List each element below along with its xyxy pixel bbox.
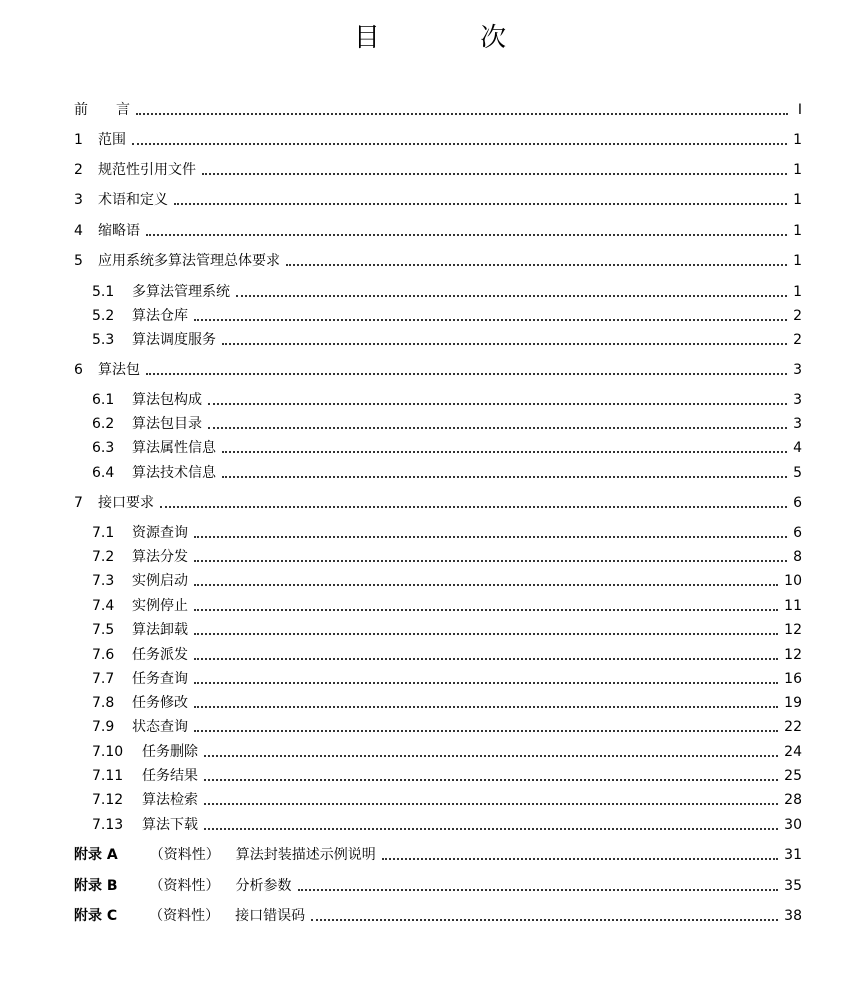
- toc-subentry[interactable]: [92, 462, 802, 484]
- toc-entry-text: 缩略语: [98, 223, 140, 239]
- toc-entry-number: 5: [74, 253, 83, 269]
- toc-page-number: 12: [784, 622, 802, 638]
- toc-page-number: 6: [793, 495, 802, 511]
- dot-leader: [208, 427, 787, 429]
- toc-entry-text: 分析参数: [235, 878, 292, 894]
- toc-entry[interactable]: [74, 220, 802, 242]
- toc-entry-text: 算法封装描述示例说明: [235, 847, 376, 863]
- dot-leader: [204, 779, 778, 781]
- toc-entry-text: 接口错误码: [235, 908, 306, 924]
- toc-subentry[interactable]: [92, 716, 802, 738]
- toc-page-number: 16: [784, 671, 802, 687]
- dot-leader: [204, 755, 778, 757]
- toc-subentry[interactable]: [92, 522, 802, 544]
- toc-entry-text: 算法卸载: [132, 622, 188, 638]
- toc-appendix-a[interactable]: [74, 844, 802, 866]
- appendix-category: （资料性）: [149, 847, 220, 863]
- toc-entry-text: 实例启动: [132, 573, 188, 589]
- toc-entry[interactable]: [74, 189, 802, 211]
- toc-entry-text: 算法下载: [142, 817, 198, 833]
- toc-page-number: 25: [784, 768, 802, 784]
- toc-entry-text: 术语和定义: [98, 192, 168, 208]
- toc-entry-number: 7.8: [92, 695, 115, 711]
- toc-page-number: 28: [784, 792, 802, 808]
- dot-leader: [194, 319, 787, 321]
- toc-subentry[interactable]: [92, 741, 802, 763]
- toc-entry-text: 任务派发: [132, 647, 188, 663]
- dot-leader: [222, 476, 787, 478]
- toc-page-number: 11: [784, 598, 802, 614]
- toc-page-number: 3: [793, 362, 802, 378]
- toc-page-number: 2: [793, 332, 802, 348]
- toc-subentry[interactable]: [92, 305, 802, 327]
- toc-entry[interactable]: [74, 359, 802, 381]
- toc-entry[interactable]: [74, 250, 802, 272]
- toc-page-number: 4: [793, 440, 802, 456]
- toc-entry-text: 多算法管理系统: [132, 284, 230, 300]
- toc-entry-text: 规范性引用文件: [98, 162, 196, 178]
- toc-entry-number: 6.4: [92, 465, 115, 481]
- toc-subentry[interactable]: [92, 281, 802, 303]
- dot-leader: [136, 113, 788, 115]
- toc-subentry[interactable]: [92, 437, 802, 459]
- toc-entry-number: 6.3: [92, 440, 115, 456]
- toc-entry-number: 3: [74, 192, 83, 208]
- toc-subentry[interactable]: [92, 389, 802, 411]
- dot-leader: [204, 828, 778, 830]
- toc-subentry[interactable]: [92, 570, 802, 592]
- toc-entry-number: 7.12: [92, 792, 124, 808]
- toc-subentry[interactable]: [92, 789, 802, 811]
- toc-page-number: 24: [784, 744, 802, 760]
- dot-leader: [132, 143, 787, 145]
- toc-entry-text: 任务结果: [142, 768, 198, 784]
- toc-entry-number: 7.4: [92, 598, 115, 614]
- toc-page-number: 22: [784, 719, 802, 735]
- toc-page-number: 10: [784, 573, 802, 589]
- toc-subentry[interactable]: [92, 814, 802, 836]
- toc-page-number: I: [797, 102, 802, 118]
- dot-leader: [146, 234, 787, 236]
- toc-page-number: 1: [793, 162, 802, 178]
- toc-entry-text: 接口要求: [98, 495, 154, 511]
- toc-entry-text: 任务修改: [132, 695, 188, 711]
- dot-leader: [160, 506, 787, 508]
- dot-leader: [298, 889, 779, 891]
- toc-entry-text: 范围: [98, 132, 126, 148]
- toc-entry[interactable]: [74, 129, 802, 151]
- toc-entry-number: 7.9: [92, 719, 115, 735]
- toc-entry-text: 算法技术信息: [132, 465, 216, 481]
- toc-subentry[interactable]: [92, 668, 802, 690]
- toc-page-number: 2: [793, 308, 802, 324]
- toc-entry-number: 7.2: [92, 549, 115, 565]
- toc-entry-number: 7.3: [92, 573, 115, 589]
- toc-entry-text: 算法属性信息: [132, 440, 216, 456]
- toc-page-number: 3: [793, 416, 802, 432]
- dot-leader: [194, 560, 787, 562]
- toc-entry-number: 5.1: [92, 284, 115, 300]
- toc-entry-number: 6.2: [92, 416, 115, 432]
- toc-page-number: 31: [784, 847, 802, 863]
- toc-entry-number: 7.11: [92, 768, 124, 784]
- toc-subentry[interactable]: [92, 644, 802, 666]
- toc-entry-text: 状态查询: [132, 719, 188, 735]
- toc-entry-text: 算法包: [98, 362, 140, 378]
- toc-entry-text: 算法仓库: [132, 308, 188, 324]
- toc-entry-number: 5.3: [92, 332, 115, 348]
- toc-page-number: 19: [784, 695, 802, 711]
- toc-entry-number: 6.1: [92, 392, 115, 408]
- toc-page-number: 12: [784, 647, 802, 663]
- toc-entry-text: 算法包目录: [132, 416, 202, 432]
- toc-entry-number: 7.6: [92, 647, 115, 663]
- dot-leader: [194, 633, 778, 635]
- toc-page-number: 38: [784, 908, 802, 924]
- dot-leader: [194, 536, 787, 538]
- dot-leader: [194, 584, 778, 586]
- dot-leader: [204, 803, 778, 805]
- toc-entry-number: 7.10: [92, 744, 124, 760]
- toc-subentry[interactable]: [92, 329, 802, 351]
- toc-entry-number: 7.7: [92, 671, 115, 687]
- toc-subentry[interactable]: [92, 413, 802, 435]
- dot-leader: [194, 658, 778, 660]
- appendix-label: 附录 A: [74, 847, 118, 863]
- dot-leader: [202, 173, 787, 175]
- dot-leader: [174, 203, 787, 205]
- appendix-label: 附录 C: [74, 908, 118, 924]
- dot-leader: [194, 706, 778, 708]
- appendix-category: （资料性）: [149, 908, 220, 924]
- toc-entry-number: 1: [74, 132, 83, 148]
- dot-leader: [194, 730, 778, 732]
- toc-appendix-c[interactable]: [74, 905, 802, 927]
- appendix-label: 附录 B: [74, 878, 118, 894]
- toc-entry-number: 7.1: [92, 525, 115, 541]
- toc-entry[interactable]: [74, 492, 802, 514]
- toc-page-number: 1: [793, 132, 802, 148]
- toc-entry-number: 5.2: [92, 308, 115, 324]
- dot-leader: [222, 343, 787, 345]
- toc-page-number: 6: [793, 525, 802, 541]
- toc-page-number: 1: [793, 253, 802, 269]
- toc-entry-text: 算法检索: [142, 792, 198, 808]
- toc-subentry[interactable]: [92, 619, 802, 641]
- toc-page-number: 35: [784, 878, 802, 894]
- dot-leader: [311, 919, 778, 921]
- toc-subentry[interactable]: [92, 692, 802, 714]
- toc-page-number: 3: [793, 392, 802, 408]
- toc-entry-number: 7.5: [92, 622, 115, 638]
- dot-leader: [146, 373, 787, 375]
- toc-appendix-b[interactable]: [74, 875, 802, 897]
- dot-leader: [194, 609, 778, 611]
- dot-leader: [236, 295, 787, 297]
- toc-entry-text: 算法包构成: [132, 392, 202, 408]
- toc-entry-text: 应用系统多算法管理总体要求: [98, 253, 280, 269]
- toc-subentry[interactable]: [92, 546, 802, 568]
- toc-title: 目 次: [353, 23, 553, 53]
- toc-entry-number: 4: [74, 223, 83, 239]
- dot-leader: [194, 682, 778, 684]
- toc-entry-text: 算法调度服务: [132, 332, 216, 348]
- dot-leader: [222, 451, 787, 453]
- toc-entry-text: 任务删除: [142, 744, 198, 760]
- toc-page-number: 30: [784, 817, 802, 833]
- toc-entry-text: 任务查询: [132, 671, 188, 687]
- toc-entry-text: 实例停止: [132, 598, 188, 614]
- dot-leader: [286, 264, 787, 266]
- toc-page-number: 5: [793, 465, 802, 481]
- toc-page-number: 8: [793, 549, 802, 565]
- toc-entry-text: 算法分发: [132, 549, 188, 565]
- toc-entry-number: 7: [74, 495, 83, 511]
- toc-page-number: 1: [793, 284, 802, 300]
- toc-entry-number: 2: [74, 162, 83, 178]
- dot-leader: [382, 858, 778, 860]
- toc-subentry[interactable]: [92, 595, 802, 617]
- toc-entry[interactable]: [74, 159, 802, 181]
- toc-entry-foreword[interactable]: [74, 99, 802, 121]
- toc-entry-text: 资源查询: [132, 525, 188, 541]
- toc-page-number: 1: [793, 223, 802, 239]
- appendix-category: （资料性）: [149, 878, 220, 894]
- toc-entry-number: 7.13: [92, 817, 124, 833]
- dot-leader: [208, 403, 787, 405]
- toc-page-number: 1: [793, 192, 802, 208]
- toc-subentry[interactable]: [92, 765, 802, 787]
- toc-entry-text: 前 言: [74, 102, 130, 118]
- toc-entry-number: 6: [74, 362, 83, 378]
